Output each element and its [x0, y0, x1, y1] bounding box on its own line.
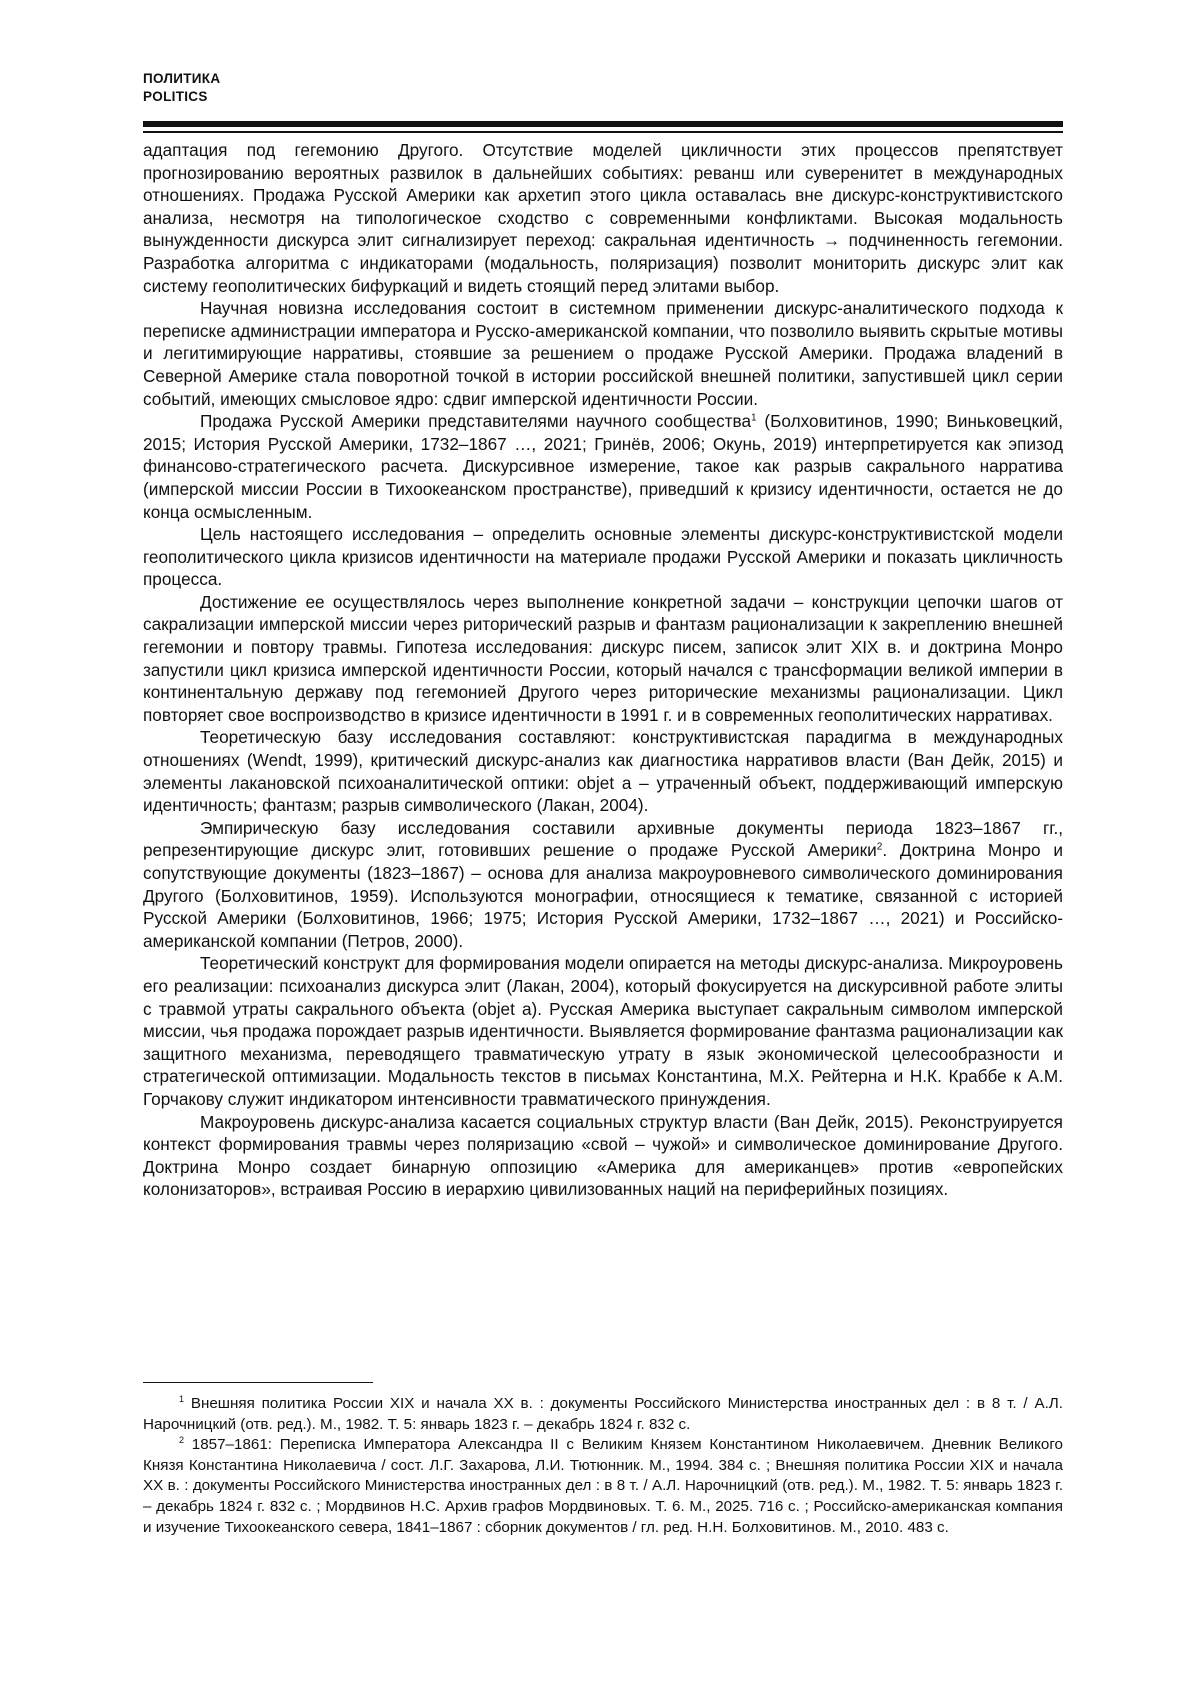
footnote-text: Внешняя политика России XIX и начала XX в. : документы Российского Министерства иностранных дел : в 8 т. / А.Л. Нарочницкий (отв. ред.). М., 1982. Т. 5: январь 1823 г. – декабрь 1824 г. 832 с. — [143, 1395, 1063, 1433]
paragraph: Научная новизна исследования состоит в системном применении дискурс-аналитического подхода к переписке администрации императора и Русско-американской компании, что позволило выявить скрытые мотивы и легитимирующие нарративы, стоявшие за решением о продаже Русской Америки. Продажа владений в Северной Америке стала поворотной точкой в истории российской внешней политики, запустившей цикл серии событий, имеющих смысловое ядро: сдвиг имперской идентичности России. — [143, 298, 1063, 409]
footnote — [143, 1394, 1063, 1435]
footnote-marker: 2 — [179, 1435, 185, 1446]
paragraph — [143, 817, 1063, 953]
footnote-separator — [143, 1382, 373, 1383]
paragraph: Цель настоящего исследования – определить основные элементы дискурс-конструктивистской модели геополитического цикла кризисов идентичности на материале продажи Русской Америки и показать цикличность процесса. — [143, 524, 1063, 590]
header-rule-thin — [143, 131, 1063, 133]
paragraph — [143, 410, 1063, 523]
paragraph-text: Эмпирическую базу исследования составили архивные документы периода 1823–1867 гг., репрезентирующие дискурс элит, готовивших решение о продаже Русской Америки — [143, 817, 1063, 861]
paragraph-text: . Доктрина Монро и сопутствующие документы (1823–1867) – основа для анализа макроуровневого символического доминирования Другого (Болховитинов, 1959). Используются монографии, относящиеся к тематике, связанной с историей Русской Америки (Болховитинов, 1966; 1975; История Русской Америки, 1732–1867 …, 2021) и Российско-американской компании (Петров, 2000). — [143, 840, 1063, 951]
footnote-ref[interactable]: 1 — [751, 412, 757, 424]
header-rule-thick — [143, 121, 1063, 127]
footnote-marker: 1 — [179, 1393, 185, 1404]
section-title-en: POLITICS — [143, 89, 208, 104]
footnote — [143, 1435, 1063, 1538]
paragraph: Достижение ее осуществлялось через выполнение конкретной задачи – конструкции цепочки шагов от сакрализации имперской миссии через риторический разрыв и фантазм рационализации к закреплению внешней гегемонии и повтору травмы. Гипотеза исследования: дискурс писем, записок элит XIX в. и доктрина Монро запустили цикл кризиса имперской идентичности России, который начался с трансформации великой империи в континентальную державу под гегемонией Другого через риторические механизмы рационализации. Цикл повторяет свое воспроизводство в кризисе идентичности в 1991 г. и в современных геополитических нарративах. — [143, 591, 1063, 725]
running-header — [143, 70, 220, 106]
paragraph: Макроуровень дискурс-анализа касается социальных структур власти (Ван Дейк, 2015). Реконструируется контекст формирования травмы через поляризацию «свой – чужой» и символическое доминирование Другого. Доктрина Монро создает бинарную оппозицию «Америка для американцев» против «европейских колонизаторов», встраивая Россию в иерархию цивилизованных наций на периферийных позициях. — [143, 1111, 1063, 1200]
paragraph: Теоретическую базу исследования составляют: конструктивистская парадигма в международных отношениях (Wendt, 1999), критический дискурс-анализ как диагностика нарративов власти (Ван Дейк, 2015) и элементы лакановской психоаналитической оптики: objet a – утраченный объект, поддерживающий имперскую идентичность; фантазм; разрыв символического (Лакан, 2004). — [143, 727, 1063, 816]
paragraph: адаптация под гегемонию Другого. Отсутствие моделей цикличности этих процессов препятствует прогнозированию вероятных развилок в дальнейших событиях: реванш или суверенитет в международных отношениях. Продажа Русской Америки как архетип этого цикла оставалась вне дискурс-конструктивистского анализа, несмотря на типологическое сходство с современными конфликтами. Высокая модальность вынужденности дискурса элит сигнализирует переход: сакральная идентичность → подчиненность гегемонии. Разработка алгоритма с индикаторами (модальность, поляризация) позволит мониторить дискурс элит как систему геополитических бифуркаций и видеть стоящий перед элитами выбор. — [143, 140, 1063, 296]
footnote-text: 1857–1861: Переписка Императора Александра II с Великим Князем Константином Николаевичем. Дневник Великого Князя Константина Николаевича / сост. Л.Г. Захарова, Л.И. Тютюнник. М., 1994. 384 с. ; Внешняя политика России XIX и начала XX в. : документы Российского Министерства иностранных дел : в 8 т. / А.Л. Нарочницкий (отв. ред.). М., 1982. Т. 5: январь 1823 г. – декабрь 1824 г. 832 с. ; Мордвинов Н.С. Архив графов Мордвиновых. Т. 6. М., 2025. 716 с. ; Российско-американская компания и изучение Тихоокеанского севера, 1841–1867 : сборник документов / гл. ред. Н.Н. Болховитинов. М., 2010. 483 с. — [143, 1436, 1063, 1536]
section-title-ru: ПОЛИТИКА — [143, 71, 221, 86]
paragraph: Теоретический конструкт для формирования модели опирается на методы дискурс-анализа. Микроуровень его реализации: психоанализ дискурса элит (Лакан, 2004), который фокусируется на дискурсивной работе элиты с травмой утраты сакрального объекта (objet a). Русская Америка выступает сакральным символом имперской миссии, чья продажа порождает разрыв идентичности. Выявляется формирование фантазма рационализации как защитного механизма, переводящего травматическую утрату в язык экономической целесообразности и стратегической оптимизации. Модальность текстов в письмах Константина, М.Х. Рейтерна и Н.К. Краббе к А.М. Горчакову служит индикатором интенсивности травматического принуждения. — [143, 953, 1063, 1109]
footnotes — [143, 1394, 1063, 1538]
footnote-ref[interactable]: 2 — [876, 841, 883, 853]
article-body — [143, 139, 1063, 1201]
paragraph-text: (Болховитинов, 1990; Виньковецкий, 2015; История Русской Америки, 1732–1867 …, 2021; Гринёв, 2006; Окунь, 2019) интерпретируется как эпизод финансово-стратегического расчета. Дискурсивное измерение, такое как разрыв сакрального нарратива (имперской миссии России в Тихоокеанском пространстве), приведший к кризису идентичности, остается не до конца осмысленным. — [143, 411, 1063, 522]
paragraph-text: Продажа Русской Америки представителями научного сообщества — [200, 411, 752, 432]
